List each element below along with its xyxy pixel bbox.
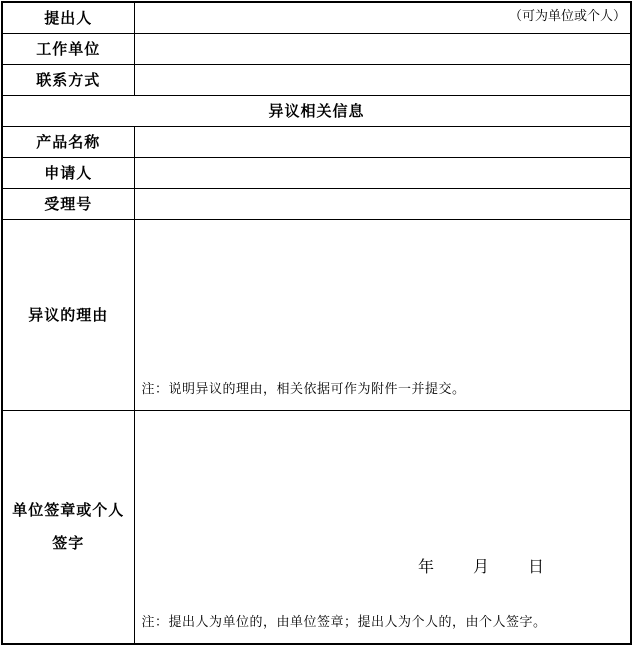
date-month-label: 月	[472, 558, 489, 576]
applicant-label: 申请人	[2, 157, 134, 188]
date-year-label: 年	[417, 558, 434, 576]
row-signature	[2, 410, 631, 644]
proposer-input[interactable]	[134, 2, 631, 33]
row-product-name	[2, 126, 631, 157]
signature-note: 注：提出人为单位的，由单位签章；提出人为个人的，由个人签字。	[141, 614, 547, 629]
row-applicant	[2, 157, 631, 188]
row-proposer	[2, 2, 631, 33]
signature-label-line1: 单位签章或个人	[12, 501, 125, 519]
objection-reason-label: 异议的理由	[2, 219, 134, 410]
row-contact	[2, 64, 631, 95]
row-objection-reason	[2, 219, 631, 410]
work-unit-input[interactable]	[134, 33, 631, 64]
acceptance-number-input[interactable]	[134, 188, 631, 219]
objection-form-table	[1, 1, 632, 645]
signature-label	[2, 410, 134, 644]
signature-input[interactable]	[134, 410, 631, 644]
contact-label: 联系方式	[2, 64, 134, 95]
objection-reason-note: 注：说明异议的理由，相关依据可作为附件一并提交。	[141, 380, 466, 396]
date-line	[418, 554, 544, 577]
applicant-input[interactable]	[134, 157, 631, 188]
product-name-input[interactable]	[134, 126, 631, 157]
product-name-label: 产品名称	[2, 126, 134, 157]
proposer-label: 提出人	[2, 2, 134, 33]
objection-reason-input[interactable]	[134, 219, 631, 410]
row-acceptance-number	[2, 188, 631, 219]
section-header: 异议相关信息	[2, 95, 631, 126]
row-section-header	[2, 95, 631, 126]
work-unit-label: 工作单位	[2, 33, 134, 64]
date-day-label: 日	[527, 558, 544, 576]
acceptance-number-label: 受理号	[2, 188, 134, 219]
row-work-unit	[2, 33, 631, 64]
signature-label-line2: 签字	[52, 534, 85, 552]
contact-input[interactable]	[134, 64, 631, 95]
proposer-hint: （可为单位或个人）	[508, 8, 626, 23]
